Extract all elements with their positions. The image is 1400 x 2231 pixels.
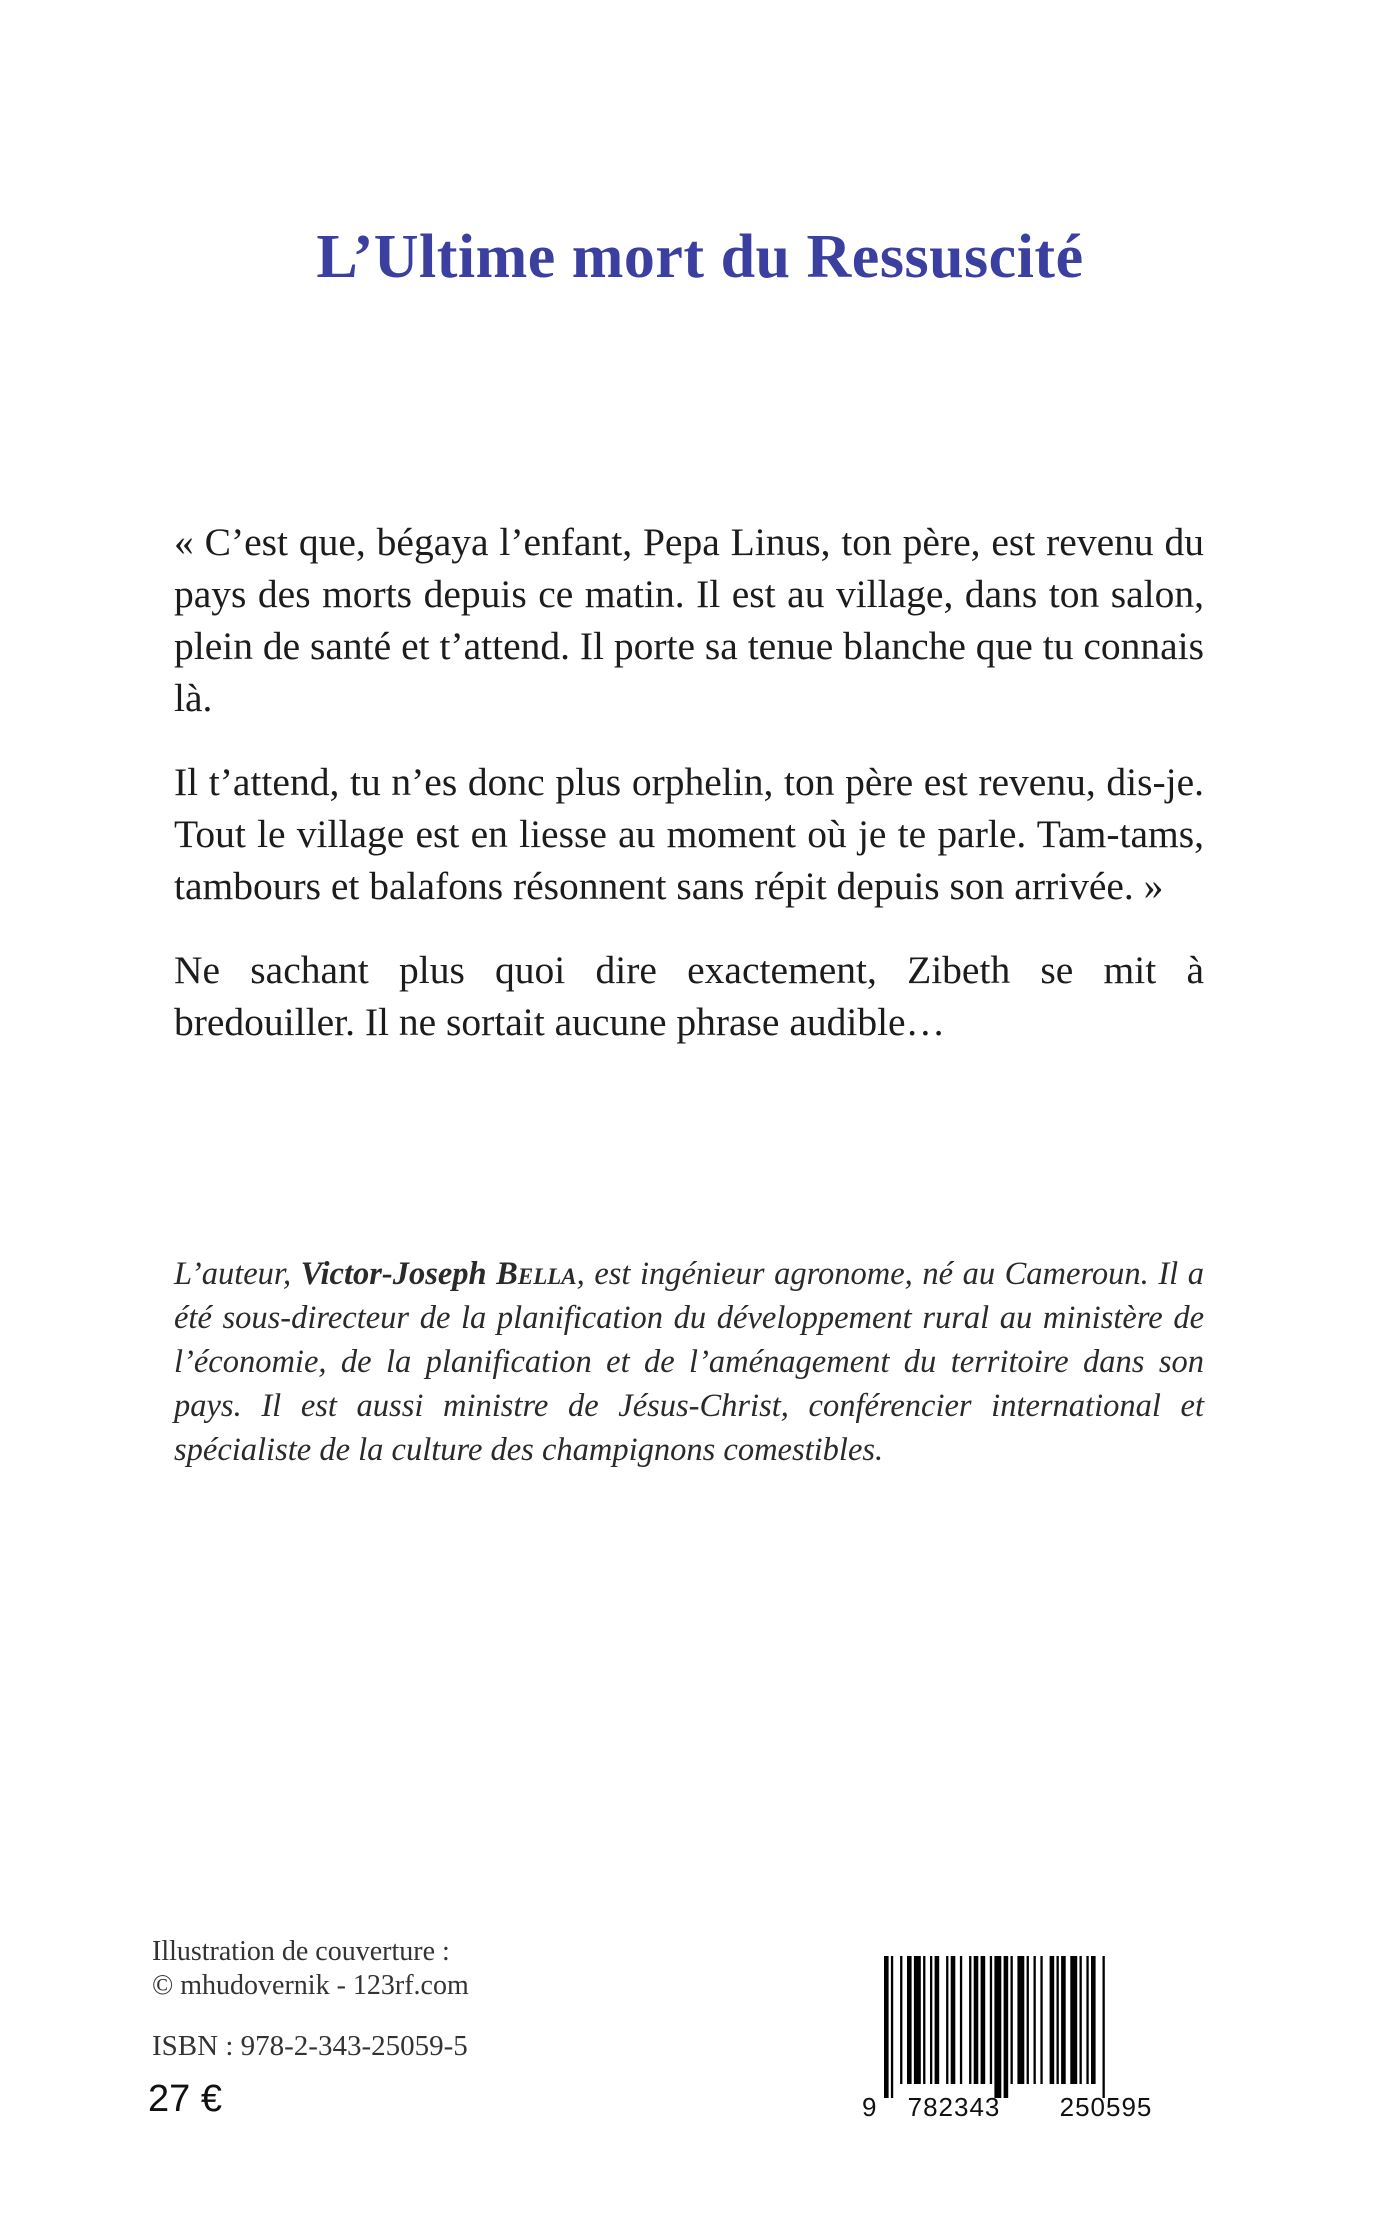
barcode <box>858 1952 1198 2122</box>
book-title: L’Ultime mort du Ressuscité <box>316 223 1084 291</box>
bio-text: , est ingénieur agronome, né au Cameroun. Il a été sous-directeur de la planification du développement rural au ministère de l’économie, de la planification et de l’aménagement du territoire dans son pays. Il est aussi ministre de Jésus-Christ, conférencier international et spécialiste de la culture des champignons comestibles. <box>174 1256 1204 1468</box>
author-bio <box>174 1252 1204 1472</box>
barcode-digits-right: 250595 <box>1059 2092 1153 2122</box>
excerpt-paragraph: Ne sachant plus quoi dire exactement, Zibeth se mit à bredouiller. Il ne sortait aucune phrase audible… <box>174 948 1204 1044</box>
barcode-bar <box>990 1956 992 2084</box>
barcode-digit-first: 9 <box>862 2092 877 2122</box>
author-last-name: Bella <box>496 1256 577 1292</box>
barcode-bar <box>960 1956 962 2084</box>
barcode-bar <box>891 1956 893 2098</box>
barcode-bar <box>1040 1956 1042 2084</box>
excerpt-paragraph: Il t’attend, tu n’es donc plus orphelin, ton père est revenu, dis-je. Tout le village est en liesse au moment où je te parle. Tam-tams, tambours et balafons résonnent sans répit depuis son arrivée. » <box>174 760 1204 908</box>
barcode-bar <box>1027 1956 1029 2084</box>
barcode-bar <box>994 1956 1001 2098</box>
barcode-digits-left: 782343 <box>907 2092 1001 2122</box>
credit-line: Illustration de couverture : <box>152 1936 450 1967</box>
barcode-bar <box>1086 1956 1088 2084</box>
barcode-bars <box>884 1956 1105 2098</box>
barcode-bar <box>981 1956 986 2084</box>
isbn-label: ISBN : 978-2-343-25059-5 <box>152 2030 468 2062</box>
back-cover-excerpt <box>174 516 1204 1080</box>
barcode-bar <box>1091 1956 1096 2084</box>
barcode-bar <box>1057 1956 1059 2084</box>
barcode-bar <box>907 1956 912 2084</box>
barcode-bar <box>923 1956 925 2084</box>
excerpt-paragraph: « C’est que, bégaya l’enfant, Pepa Linus, ton père, est revenu du pays des morts depuis ce matin. Il est au village, dans ton salon, plein de santé et t’attend. Il porte sa tenue blanche que tu connais là. <box>174 520 1204 720</box>
cover-credits <box>152 1935 469 2003</box>
barcode-bar <box>1017 1956 1024 2084</box>
barcode-bar <box>914 1956 921 2084</box>
barcode-bar <box>1011 1956 1013 2084</box>
barcode-bar <box>1070 1956 1077 2084</box>
price-label: 27 € <box>148 2078 222 2120</box>
bio-prefix: L’auteur, <box>174 1256 301 1292</box>
barcode-bar <box>1080 1956 1082 2084</box>
barcode-bar <box>946 1956 948 2084</box>
barcode-bar <box>1050 1956 1055 2084</box>
credit-line: © mhudovernik - 123rf.com <box>152 1970 469 2001</box>
author-first-name: Victor-Joseph <box>300 1256 497 1292</box>
barcode-bar <box>930 1956 932 2084</box>
barcode-bar <box>884 1956 889 2098</box>
barcode-bar <box>900 1956 902 2084</box>
barcode-bar <box>974 1956 979 2084</box>
barcode-bar <box>935 1956 940 2084</box>
barcode-bar <box>1061 1956 1066 2084</box>
barcode-bar <box>1103 1956 1105 2098</box>
barcode-bar <box>1004 1956 1009 2098</box>
barcode-bar <box>951 1956 956 2084</box>
barcode-bar <box>1034 1956 1036 2084</box>
barcode-bar <box>969 1956 971 2084</box>
